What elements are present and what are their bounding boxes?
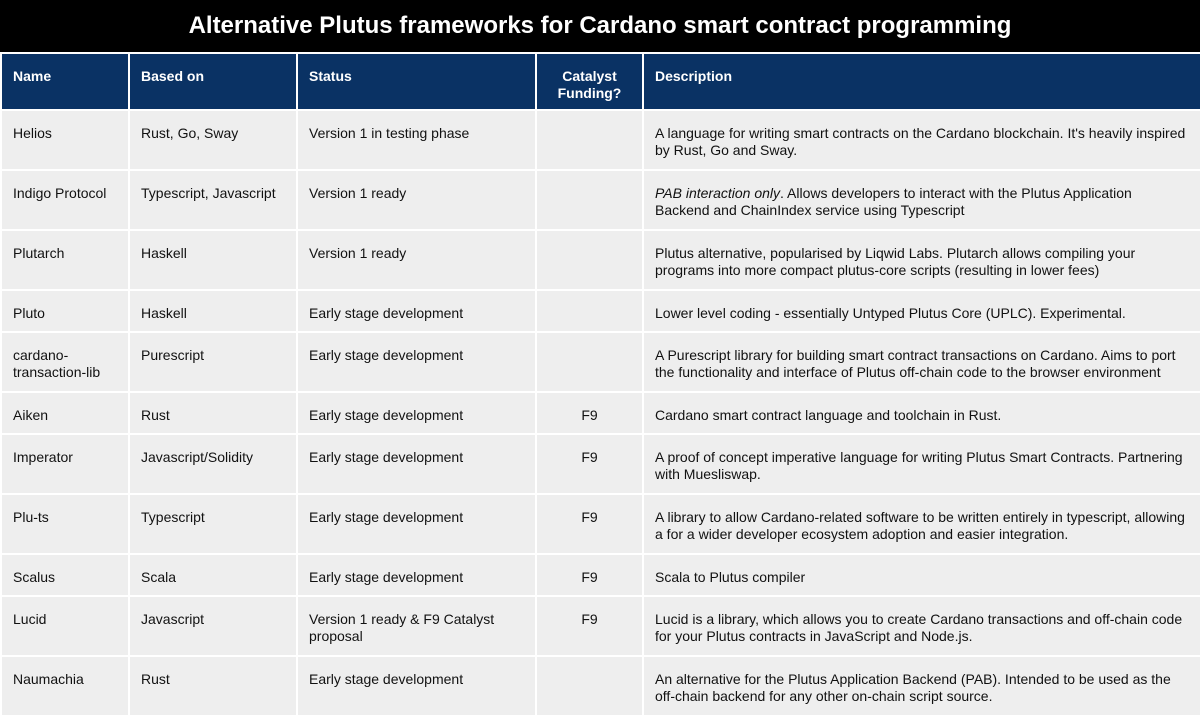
description-text: A proof of concept imperative language for writing Plutus Smart Contracts. Partnering with Muesliswap. [655, 449, 1183, 482]
cell-based-on: Haskell [129, 290, 297, 332]
cell-status: Version 1 ready [297, 230, 536, 290]
cell-based-on: Typescript, Javascript [129, 170, 297, 230]
table-row [1, 494, 1200, 554]
cell-status: Early stage development [297, 494, 536, 554]
cell-name: Imperator [1, 434, 129, 494]
cell-based-on: Javascript/Solidity [129, 434, 297, 494]
description-emphasis: PAB interaction only [655, 185, 781, 201]
cell-name: Scalus [1, 554, 129, 596]
table-row [1, 596, 1200, 656]
description-text: An alternative for the Plutus Application Backend (PAB). Intended to be used as the off-chain backend for any other on-chain script source. [655, 671, 1171, 704]
cell-description [643, 596, 1200, 656]
cell-catalyst-funding [536, 290, 643, 332]
frameworks-table [0, 52, 1200, 717]
cell-catalyst-funding [536, 170, 643, 230]
table-row [1, 392, 1200, 434]
cell-status: Version 1 ready & F9 Catalyst proposal [297, 596, 536, 656]
cell-name: Indigo Protocol [1, 170, 129, 230]
cell-name: Aiken [1, 392, 129, 434]
cell-description [643, 290, 1200, 332]
cell-catalyst-funding: F9 [536, 494, 643, 554]
cell-description [643, 494, 1200, 554]
cell-status: Early stage development [297, 290, 536, 332]
cell-status: Early stage development [297, 392, 536, 434]
header-catalyst-funding: Catalyst Funding? [536, 53, 643, 110]
cell-description [643, 170, 1200, 230]
cell-based-on: Scala [129, 554, 297, 596]
cell-name: Naumachia [1, 656, 129, 716]
description-text: Plutus alternative, popularised by Liqwid Labs. Plutarch allows compiling your programs into more compact plutus-core scripts (resulting in lower fees) [655, 245, 1136, 278]
cell-name: Lucid [1, 596, 129, 656]
header-based-on: Based on [129, 53, 297, 110]
table-row [1, 332, 1200, 392]
description-text: Lower level coding - essentially Untyped Plutus Core (UPLC). Experimental. [655, 305, 1126, 321]
cell-status: Version 1 ready [297, 170, 536, 230]
cell-based-on: Haskell [129, 230, 297, 290]
cell-name: Helios [1, 110, 129, 170]
cell-based-on: Javascript [129, 596, 297, 656]
cell-based-on: Typescript [129, 494, 297, 554]
table-row [1, 434, 1200, 494]
description-text: Lucid is a library, which allows you to create Cardano transactions and off-chain code for your Plutus contracts in JavaScript and Node.js. [655, 611, 1183, 644]
table-row [1, 290, 1200, 332]
cell-name: cardano-transaction-lib [1, 332, 129, 392]
cell-description [643, 392, 1200, 434]
description-text: Scala to Plutus compiler [655, 569, 806, 585]
table-row [1, 170, 1200, 230]
cell-based-on: Rust, Go, Sway [129, 110, 297, 170]
description-text: A language for writing smart contracts on the Cardano blockchain. It's heavily inspired by Rust, Go and Sway. [655, 125, 1186, 158]
table-row [1, 110, 1200, 170]
table-row [1, 230, 1200, 290]
header-status: Status [297, 53, 536, 110]
cell-catalyst-funding [536, 656, 643, 716]
cell-description [643, 110, 1200, 170]
cell-status: Early stage development [297, 656, 536, 716]
cell-description [643, 230, 1200, 290]
table-row [1, 656, 1200, 716]
cell-catalyst-funding: F9 [536, 554, 643, 596]
cell-name: Pluto [1, 290, 129, 332]
cell-catalyst-funding: F9 [536, 434, 643, 494]
cell-catalyst-funding [536, 230, 643, 290]
cell-description [643, 332, 1200, 392]
cell-catalyst-funding: F9 [536, 392, 643, 434]
cell-description [643, 434, 1200, 494]
header-name: Name [1, 53, 129, 110]
description-text: Cardano smart contract language and toolchain in Rust. [655, 407, 1002, 423]
cell-name: Plu-ts [1, 494, 129, 554]
cell-status: Early stage development [297, 434, 536, 494]
description-text: A library to allow Cardano-related software to be written entirely in typescript, allowing a for a wider developer ecosystem adoption and easier integration. [655, 509, 1185, 542]
cell-description [643, 656, 1200, 716]
cell-status: Early stage development [297, 554, 536, 596]
cell-catalyst-funding: F9 [536, 596, 643, 656]
cell-based-on: Rust [129, 656, 297, 716]
header-description: Description [643, 53, 1200, 110]
cell-description [643, 554, 1200, 596]
cell-catalyst-funding [536, 110, 643, 170]
cell-based-on: Purescript [129, 332, 297, 392]
table-row [1, 554, 1200, 596]
cell-name: Plutarch [1, 230, 129, 290]
table-header-row [1, 53, 1200, 110]
cell-based-on: Rust [129, 392, 297, 434]
description-text: . Allows developers to interact with the Plutus Application Backend and ChainIndex service using Typescript [655, 185, 1132, 218]
description-text: A Purescript library for building smart contract transactions on Cardano. Aims to port the functionality and interface of Plutus off-chain code to the browser environment [655, 347, 1176, 380]
cell-catalyst-funding [536, 332, 643, 392]
cell-status: Version 1 in testing phase [297, 110, 536, 170]
cell-status: Early stage development [297, 332, 536, 392]
page-title: Alternative Plutus frameworks for Cardano smart contract programming [0, 0, 1200, 52]
